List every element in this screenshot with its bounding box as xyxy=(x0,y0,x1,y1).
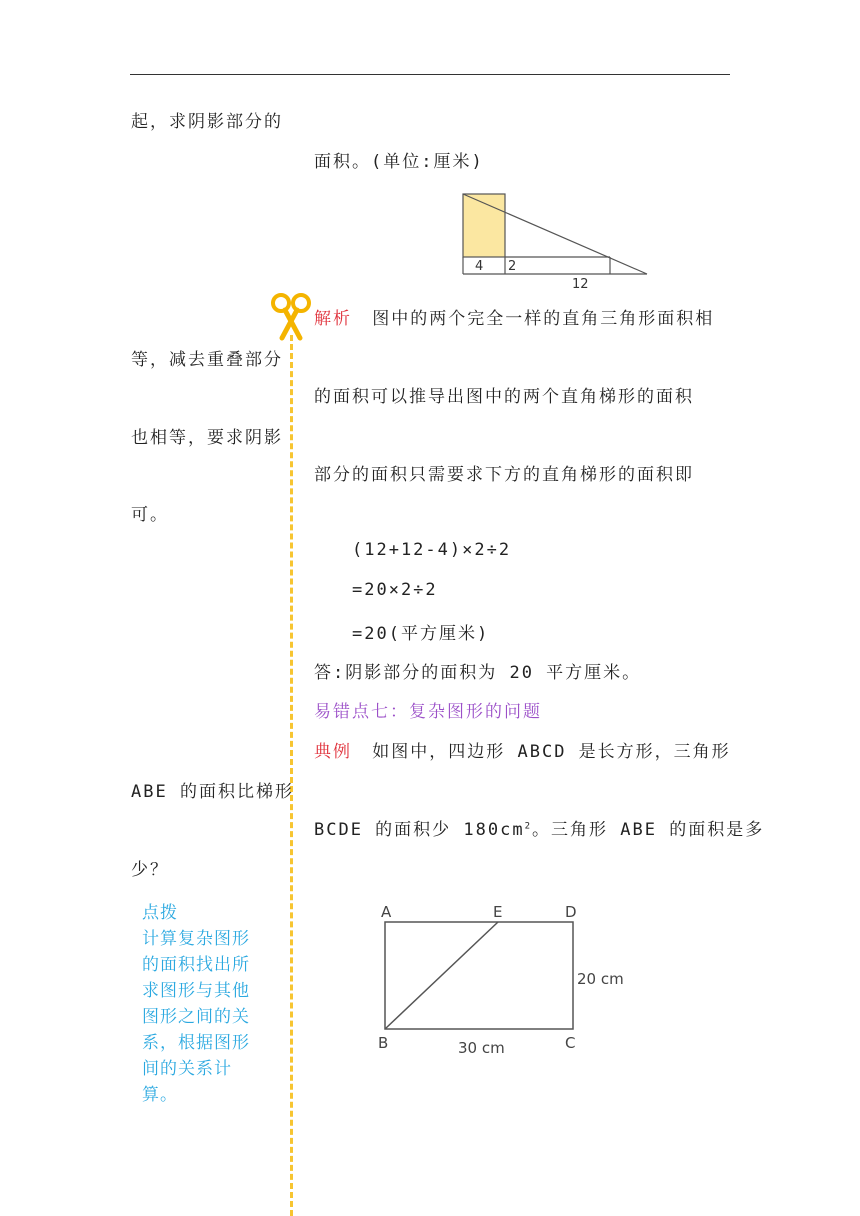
left-text-4: 可。 xyxy=(131,505,169,525)
label-2: 2 xyxy=(508,259,517,274)
left-text-2: 等，减去重叠部分 xyxy=(131,350,283,370)
section-title: 易错点七：复杂图形的问题 xyxy=(314,702,542,722)
left-text-5: ABE 的面积比梯形 xyxy=(131,782,294,802)
label-4: 4 xyxy=(475,259,484,274)
analysis-line-3: 部分的面积只需要求下方的直角梯形的面积即 xyxy=(314,465,694,485)
triangle-figure xyxy=(455,190,660,290)
left-text-1: 起，求阴影部分的 xyxy=(131,112,283,132)
analysis-tag: 解析 xyxy=(314,309,352,329)
calc-step-3: =20(平方厘米) xyxy=(352,624,490,644)
tip-title: 点拨 xyxy=(142,903,178,923)
vertex-B: B xyxy=(378,1034,389,1052)
label-12: 12 xyxy=(572,277,589,290)
answer-text: 答:阴影部分的面积为 20 平方厘米。 xyxy=(314,663,642,683)
left-text-6: 少？ xyxy=(131,860,169,880)
left-text-3: 也相等，要求阴影 xyxy=(131,428,283,448)
header-rule xyxy=(130,74,730,75)
calc-step-2: =20×2÷2 xyxy=(352,580,438,600)
rectangle-figure xyxy=(370,898,640,1063)
vertex-C: C xyxy=(565,1034,576,1052)
example-line-2 xyxy=(314,815,764,840)
tip-body: 计算复杂图形的面积找出所求图形与其他图形之间的关系，根据图形间的关系计算。 xyxy=(142,929,250,1105)
scissors-icon xyxy=(270,292,312,342)
calc-step-1: (12+12-4)×2÷2 xyxy=(352,540,512,560)
label-30cm: 30 cm xyxy=(458,1039,505,1057)
label-20cm: 20 cm xyxy=(577,970,624,988)
example-line-1: 如图中，四边形 ABCD 是长方形，三角形 xyxy=(372,742,731,762)
vertex-E: E xyxy=(493,903,503,921)
superscript-2: 2 xyxy=(524,821,533,832)
problem-text: 面积。(单位:厘米) xyxy=(314,152,484,172)
vertex-D: D xyxy=(565,903,577,921)
vertex-A: A xyxy=(381,903,392,921)
analysis-line-1: 图中的两个完全一样的直角三角形面积相 xyxy=(372,309,715,329)
margin-divider xyxy=(290,335,293,1216)
example-line-2b: 。三角形 ABE 的面积是多 xyxy=(532,820,765,840)
tip-note xyxy=(142,900,266,1108)
example-tag: 典例 xyxy=(314,742,352,762)
example-line-2a: BCDE 的面积少 180cm xyxy=(314,820,525,840)
analysis-line-2: 的面积可以推导出图中的两个直角梯形的面积 xyxy=(314,387,694,407)
